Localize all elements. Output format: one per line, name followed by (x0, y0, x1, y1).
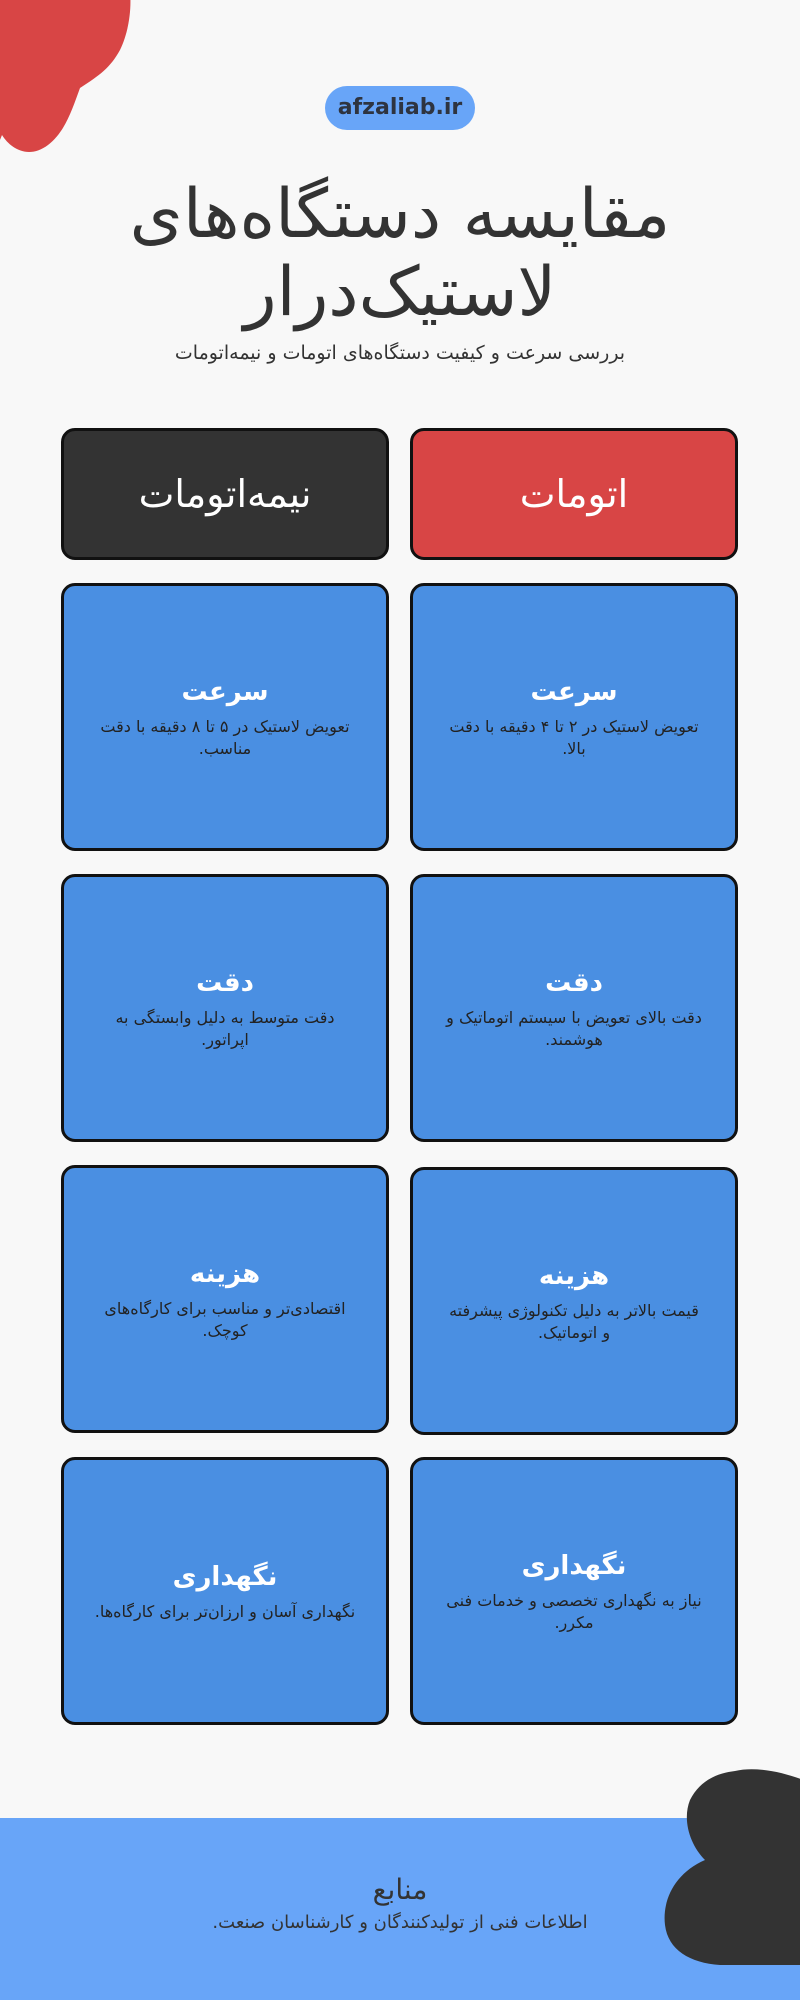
card-semi-accuracy (61, 874, 389, 1142)
card-title: دقت (545, 968, 603, 998)
card-automatic-accuracy (410, 874, 738, 1142)
card-title: هزینه (189, 1259, 261, 1289)
card-text: تعویض لاستیک در ۲ تا ۴ دقیقه با دقت بالا. (449, 717, 699, 758)
card-automatic-speed (410, 583, 738, 851)
footer-title: منابع (372, 1873, 428, 1906)
card-automatic-cost (410, 1167, 738, 1435)
card-title: دقت (196, 968, 254, 998)
site-badge[interactable]: afzaliab.ir (325, 86, 475, 130)
column-header-semi-automatic: نیمه‌اتومات (61, 428, 389, 560)
card-text: اقتصادی‌تر و مناسب برای کارگاه‌های کوچک. (104, 1299, 346, 1340)
card-text: دقت بالای تعویض با سیستم اتوماتیک و هوشمند. (446, 1008, 702, 1049)
dark-blob-decoration (660, 1765, 800, 1965)
card-semi-cost (61, 1165, 389, 1433)
card-title: هزینه (538, 1261, 610, 1291)
card-text: دقت متوسط به دلیل وابستگی به اپراتور. (115, 1008, 335, 1049)
card-semi-maintenance (61, 1457, 389, 1725)
page-subtitle: بررسی سرعت و کیفیت دستگاه‌های اتومات و نیمه‌اتومات (174, 342, 626, 364)
card-title: نگهداری (521, 1551, 627, 1581)
page-title: مقایسه دستگاه‌های لاستیک‌درار (129, 175, 671, 332)
card-title: نگهداری (172, 1562, 278, 1592)
footer-text: اطلاعات فنی از تولیدکنندگان و کارشناسان صنعت. (212, 1912, 588, 1933)
column-header-automatic: اتومات (410, 428, 738, 560)
card-text: تعویض لاستیک در ۵ تا ۸ دقیقه با دقت مناسب. (100, 717, 350, 758)
card-title: سرعت (530, 677, 618, 707)
card-semi-speed (61, 583, 389, 851)
card-text: قیمت بالاتر به دلیل تکنولوژی پیشرفته و اتوماتیک. (449, 1301, 699, 1342)
card-title: سرعت (181, 677, 269, 707)
card-text: نیاز به نگهداری تخصصی و خدمات فنی مکرر. (446, 1591, 702, 1632)
card-text: نگهداری آسان و ارزان‌تر برای کارگاه‌ها. (94, 1602, 356, 1621)
card-automatic-maintenance (410, 1457, 738, 1725)
